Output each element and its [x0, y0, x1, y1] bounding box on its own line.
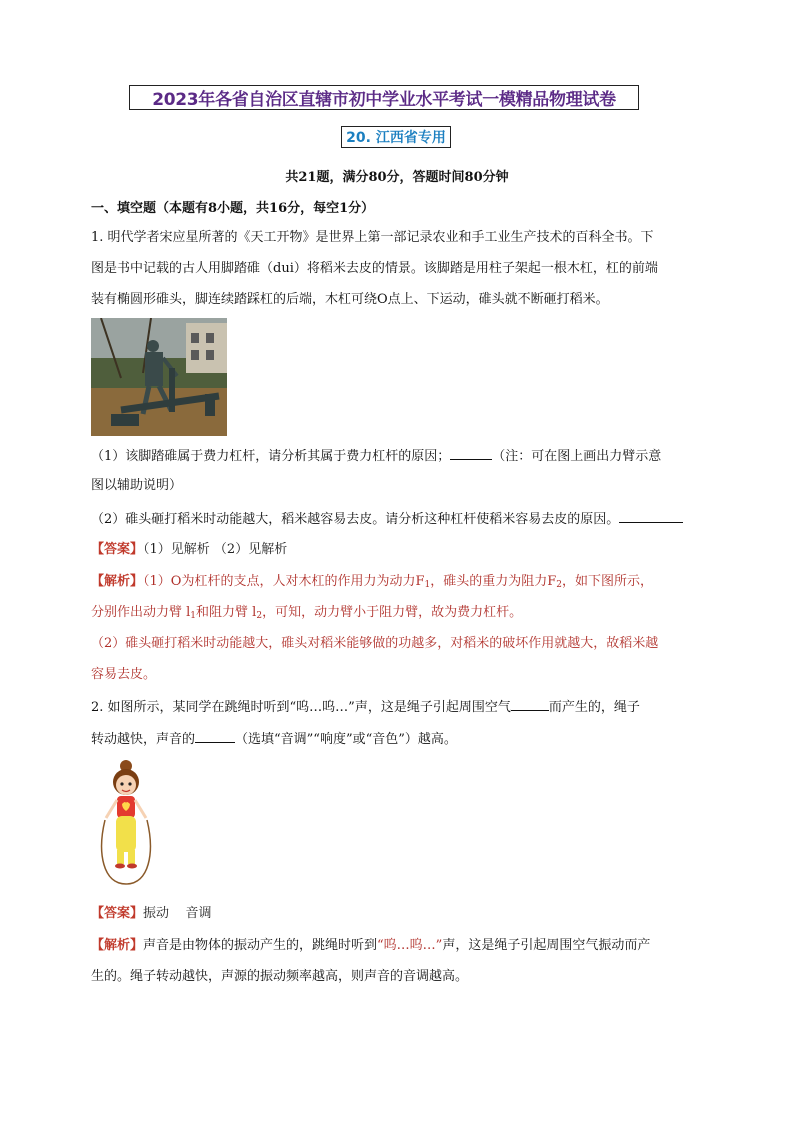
q2-line2-b: （选填“音调”“响度”或“音色”）越高。	[235, 732, 457, 747]
q1-part1-text-b: （注：可在图上画出力臂示意	[492, 449, 662, 464]
q2-analysis-quote: “呜…呜…”	[377, 938, 443, 953]
q1-analysis-line4: 容易去皮。	[91, 667, 157, 682]
q1-analysis-sub-l1: 1	[190, 611, 197, 621]
q1-part1-text-a: （1）该脚踏碓属于费力杠杆，请分析其属于费力杠杆的原因；	[91, 449, 451, 464]
jump-rope-girl-image	[97, 758, 155, 886]
q1-answer	[91, 542, 287, 558]
q1-part1-blank[interactable]	[450, 447, 492, 460]
jump-rope-girl	[97, 758, 155, 886]
q2-analysis-1b: 声，这是绳子引起周围空气振动而产	[442, 938, 651, 953]
q1-line2: 图是书中记载的古人用脚踏碓（dui）将稻米去皮的情景。该脚踏是用柱子架起一根木杠，杠的前端	[91, 261, 658, 276]
q1-answer-text: （1）见解析 （2）见解析	[143, 542, 288, 557]
exam-subtitle: 20. 江西省专用	[341, 126, 451, 148]
q1-analysis-2a: 分别作出动力臂 l	[91, 605, 191, 620]
q2-analysis-line2: 生的。绳子转动越快，声源的振动频率越高，则声音的音调越高。	[91, 969, 469, 984]
q2-answer-text: 振动 音调	[143, 906, 212, 921]
q2-analysis-line1	[91, 938, 650, 954]
q1-analysis-line3: （2）碓头砸打稻米时动能越大，碓头对稻米能够做的功越多，对稻米的破坏作用就越大，故稻米越	[91, 636, 659, 651]
q1-analysis-1b: ，碓头的重力为阻力F	[430, 574, 557, 589]
q1-analysis-sub-f1: 1	[424, 580, 431, 590]
q1-analysis-2b: 和阻力臂 l	[196, 605, 257, 620]
q2-answer	[91, 906, 212, 922]
q2-blank2[interactable]	[195, 730, 235, 743]
q2-line2-a: 转动越快，声音的	[91, 732, 196, 747]
q1-analysis-tag: 【解析】	[91, 574, 144, 589]
q2-line2	[91, 730, 457, 748]
q2-blank1[interactable]	[511, 698, 549, 711]
q1-analysis-sub-l2: 2	[256, 611, 263, 621]
q1-part2-blank[interactable]	[619, 510, 683, 523]
q1-analysis-sub-f2: 2	[556, 580, 562, 590]
q1-part2-text: （2）碓头砸打稻米时动能越大，稻米越容易去皮。请分析这种杠杆使稻米容易去皮的原因。	[91, 512, 620, 527]
foot-pestle-photo	[91, 318, 227, 436]
q2-answer-tag: 【答案】	[91, 906, 144, 921]
exam-meta: 共21题，满分80分，答题时间80分钟	[285, 170, 509, 185]
q1-line3: 装有椭圆形碓头，脚连续踏踩杠的后端，木杠可绕O点上、下运动，碓头就不断砸打稻米。	[91, 292, 609, 307]
q1-analysis-line1	[91, 574, 653, 593]
q2-line1-a: 2. 如图所示，某同学在跳绳时听到“呜…呜…”声，这是绳子引起周围空气	[91, 700, 511, 715]
q1-answer-tag: 【答案】	[91, 542, 144, 557]
q1-analysis-1a: （1）O为杠杆的支点，人对木杠的作用力为动力F	[143, 574, 425, 589]
q1-analysis-line2	[91, 605, 522, 624]
q1-part2	[91, 510, 683, 528]
q2-line1-b: 而产生的，绳子	[548, 700, 640, 715]
q2-line1	[91, 698, 640, 716]
q1-part1-cont: 图以辅助说明）	[91, 478, 183, 493]
q2-analysis-tag: 【解析】	[91, 938, 144, 953]
foot-pestle-image	[91, 318, 227, 436]
q1-line1: 1. 明代学者宋应星所著的《天工开物》是世界上第一部记录农业和手工业生产技术的百科全书。下	[91, 230, 654, 245]
q1-analysis-1c: ，如下图所示，	[561, 574, 653, 589]
exam-title: 2023年各省自治区直辖市初中学业水平考试一模精品物理试卷	[129, 85, 639, 110]
q1-part1	[91, 447, 661, 465]
section-title: 一、填空题（本题有8小题，共16分，每空1分）	[91, 201, 375, 216]
q2-analysis-1a: 声音是由物体的振动产生的，跳绳时听到	[143, 938, 378, 953]
q1-analysis-2c: ，可知，动力臂小于阻力臂，故为费力杠杆。	[262, 605, 523, 620]
